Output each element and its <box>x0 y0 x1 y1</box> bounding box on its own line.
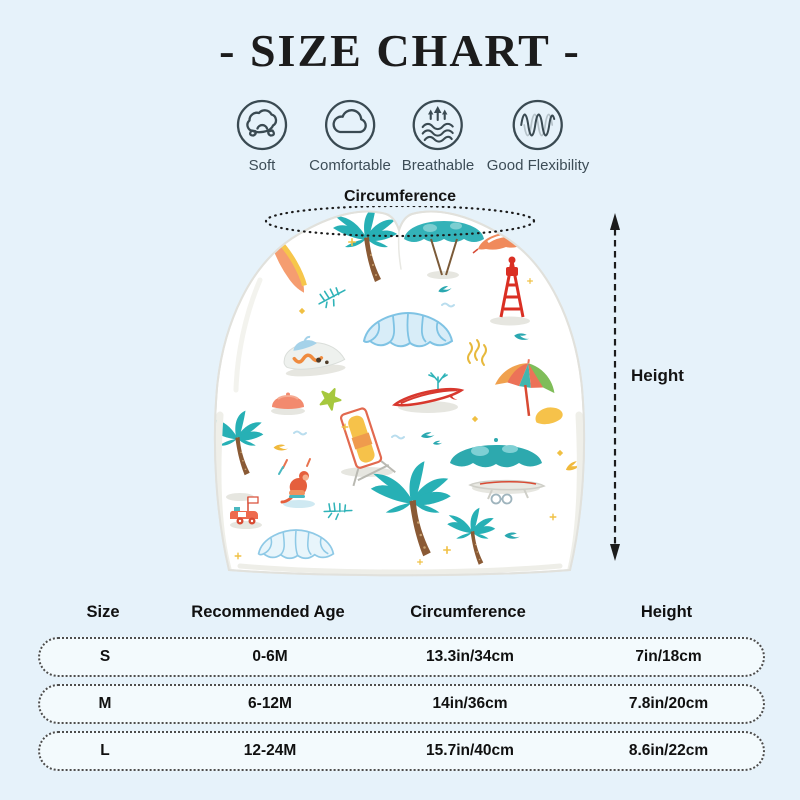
header-size: Size <box>86 603 120 621</box>
feature-label: Comfortable <box>309 157 391 174</box>
circumference-label: Circumference <box>335 188 465 206</box>
table-row <box>38 684 765 724</box>
cell-age: 6-12M <box>248 695 292 712</box>
cell-height: 8.6in/22cm <box>628 742 709 759</box>
cell-size: M <box>98 695 112 712</box>
cloud-icon <box>323 98 377 152</box>
height-arrow <box>610 213 620 561</box>
page-title: - SIZE CHART - <box>219 25 581 76</box>
table-row <box>38 731 765 771</box>
header-height: Height <box>640 603 693 621</box>
stretch-wave-icon <box>511 98 565 152</box>
cell-height: 7.8in/20cm <box>628 695 709 712</box>
feature-label: Soft <box>248 157 276 174</box>
fabric-tag <box>575 541 585 563</box>
cell-height: 7in/18cm <box>635 648 702 665</box>
cotton-icon <box>235 98 289 152</box>
table-row <box>38 637 765 677</box>
feature-flexibility <box>487 98 590 174</box>
cell-circumference: 14in/36cm <box>432 695 508 712</box>
feature-comfortable <box>309 98 391 174</box>
header-circumference: Circumference <box>410 603 526 621</box>
airflow-icon <box>411 98 465 152</box>
cell-circumference: 15.7in/40cm <box>426 742 514 759</box>
cell-age: 12-24M <box>243 742 297 759</box>
feature-label: Breathable <box>401 157 475 174</box>
cell-size: S <box>99 648 111 665</box>
table-header <box>38 595 765 637</box>
header-age: Recommended Age <box>191 603 345 621</box>
feature-breathable <box>402 98 475 174</box>
cell-age: 0-6M <box>252 648 288 665</box>
beanie-hat-graphic <box>0 185 800 590</box>
feature-label: Good Flexibility <box>486 157 590 174</box>
cell-size: L <box>100 742 110 759</box>
height-label: Height <box>631 366 684 385</box>
beanie-silhouette <box>215 211 584 575</box>
feature-row <box>0 98 800 178</box>
cell-circumference: 13.3in/34cm <box>426 648 514 665</box>
measurement-diagram <box>0 185 800 590</box>
feature-soft <box>235 98 289 174</box>
size-table <box>38 595 765 778</box>
